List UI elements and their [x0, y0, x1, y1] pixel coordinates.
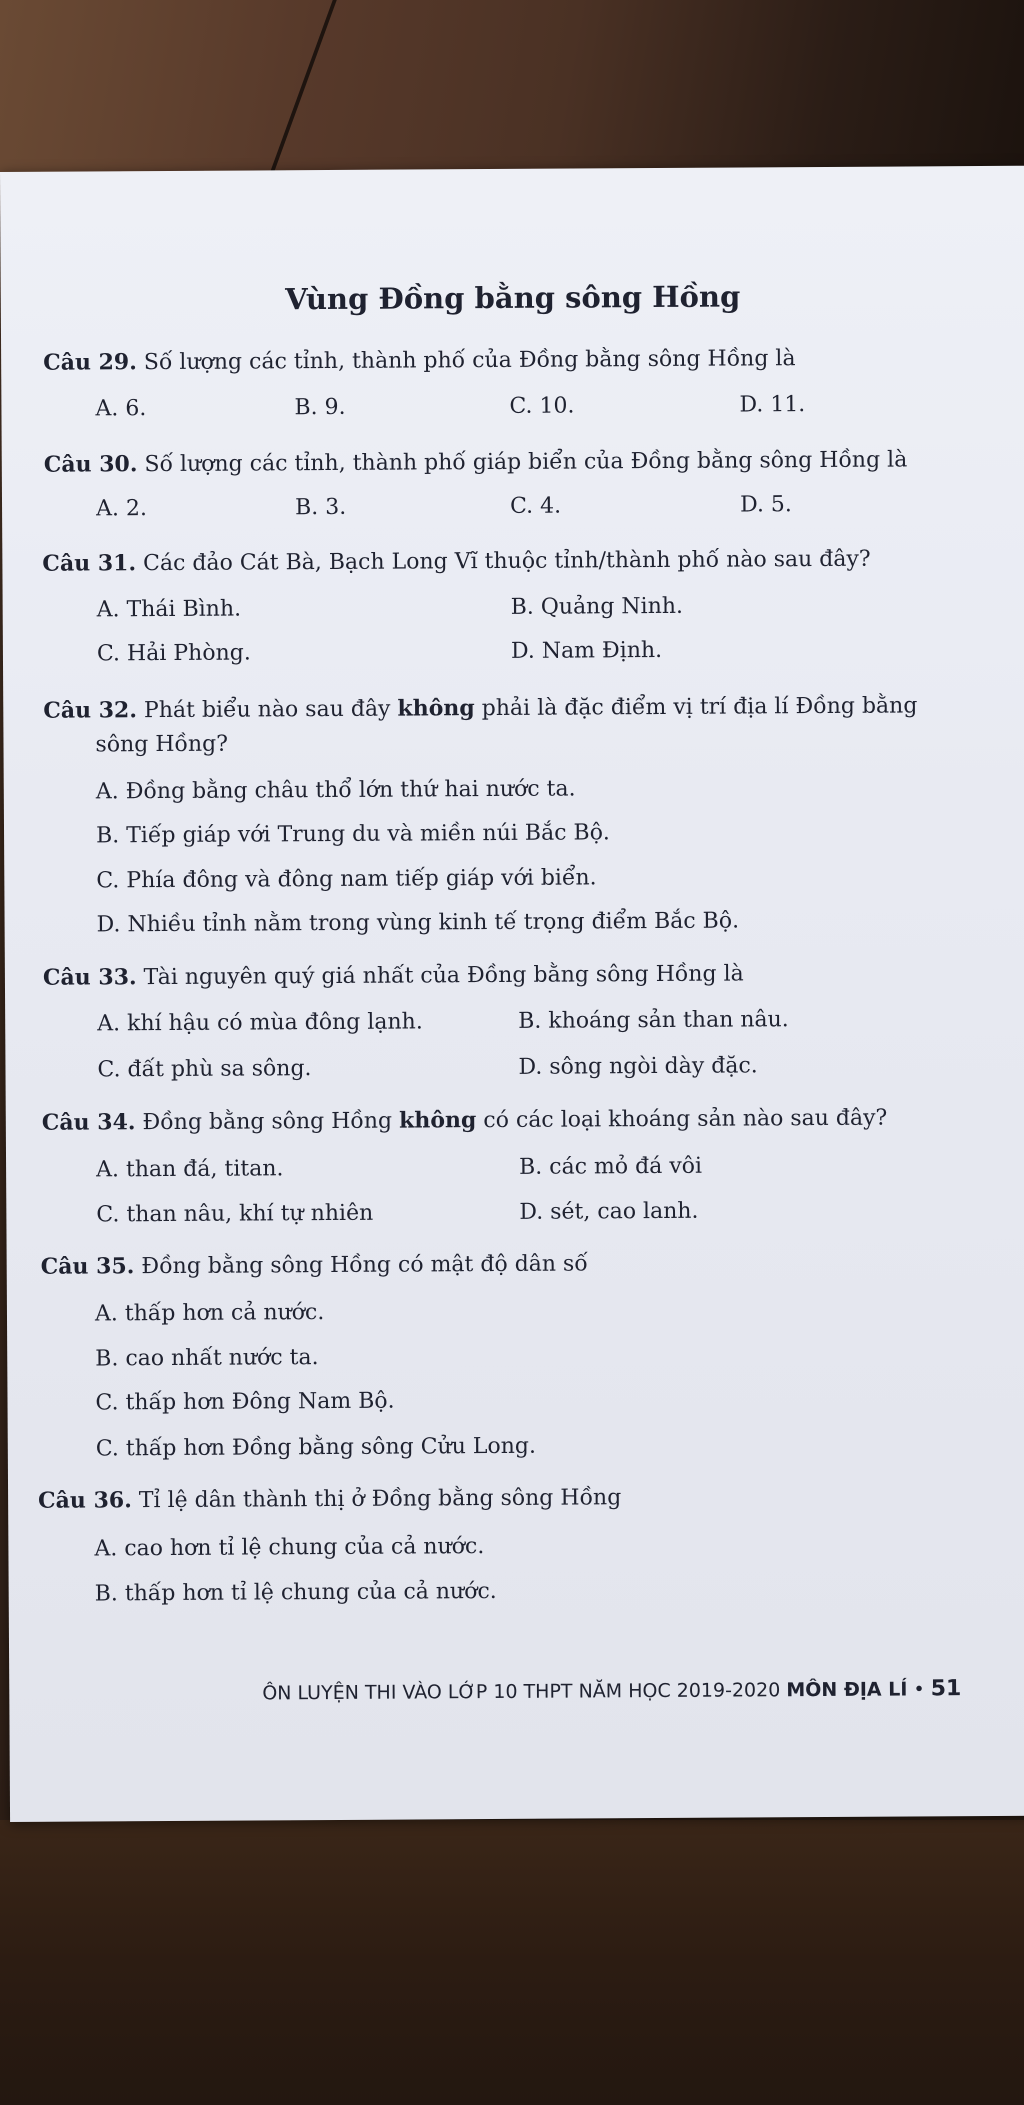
option-d: D. sét, cao lanh. [519, 1198, 699, 1225]
option-a: A. 2. [95, 496, 148, 522]
page-number: 51 [930, 1676, 962, 1702]
footer-bullet: • [913, 1678, 925, 1701]
question-number: Câu 34. [41, 1109, 136, 1136]
option-b: B. 9. [294, 394, 346, 421]
question-32 [43, 689, 917, 727]
option-b: B. thấp hơn tỉ lệ chung của cả nước. [94, 1578, 497, 1607]
question-keyword: không [397, 695, 475, 722]
question-number: Câu 30. [43, 451, 138, 478]
question-text: Số lượng các tỉnh, thành phố giáp biển của Đồng bằng sông Hồng là [144, 447, 908, 478]
question-number: Câu 32. [43, 697, 138, 724]
question-35 [41, 1247, 588, 1283]
question-text: Tỉ lệ dân thành thị ở Đồng bằng sông Hồng [138, 1485, 622, 1514]
option-c: C. Hải Phòng. [96, 640, 251, 667]
option-c: C. thấp hơn Đông Nam Bộ. [95, 1388, 395, 1416]
option-c: C. 4. [509, 493, 562, 519]
option-b: B. Quảng Ninh. [510, 593, 684, 620]
option-b: B. các mỏ đá vôi [519, 1153, 703, 1180]
question-keyword: không [399, 1107, 477, 1134]
option-b: B. 3. [294, 494, 347, 521]
question-number: Câu 29. [43, 349, 137, 376]
footer-series: ÔN LUYỆN THI VÀO LỚP 10 THPT NĂM HỌC 2019-2020 [262, 1679, 781, 1705]
question-text: Tài nguyên quý giá nhất của Đồng bằng sông Hồng là [143, 961, 744, 991]
wooden-table-bottom [0, 1820, 1024, 2105]
option-c: C. Phía đông và đông nam tiếp giáp với biển. [96, 865, 597, 894]
question-31 [42, 543, 870, 581]
question-text: Đồng bằng sông Hồng [142, 1108, 393, 1136]
question-32-line2: sông Hồng? [95, 731, 229, 758]
page-footer [262, 1676, 961, 1705]
exam-page [0, 166, 1024, 1822]
question-text: Các đảo Cát Bà, Bạch Long Vĩ thuộc tỉnh/thành phố nào sau đây? [143, 546, 871, 577]
option-a: A. khí hậu có mùa đông lạnh. [97, 1009, 423, 1037]
option-a: A. than đá, titan. [96, 1156, 284, 1183]
option-d: D. 11. [739, 392, 806, 418]
option-b: B. cao nhất nước ta. [95, 1345, 319, 1372]
option-a: A. 6. [95, 396, 147, 422]
option-b: B. khoáng sản than nâu. [518, 1007, 789, 1034]
option-b: B. Tiếp giáp với Trung du và miền núi Bắc Bộ. [95, 820, 610, 849]
footer-subject: MÔN ĐỊA LÍ [786, 1678, 908, 1702]
question-text: Số lượng các tỉnh, thành phố của Đồng bằng sông Hồng là [143, 346, 796, 376]
wooden-table-top [0, 0, 1024, 180]
question-number: Câu 31. [42, 550, 137, 577]
option-d: D. Nhiều tỉnh nằm trong vùng kinh tế trọng điểm Bắc Bộ. [96, 908, 740, 938]
question-33 [43, 957, 744, 994]
option-a: A. thấp hơn cả nước. [94, 1300, 325, 1327]
option-d: D. sông ngòi dày đặc. [518, 1053, 758, 1080]
question-29 [43, 342, 796, 380]
page-title: Vùng Đồng bằng sông Hồng [285, 279, 741, 317]
question-36 [38, 1481, 621, 1518]
option-c-second: C. thấp hơn Đồng bằng sông Cửu Long. [95, 1433, 537, 1462]
option-a: A. Thái Bình. [96, 596, 242, 623]
option-c: C. đất phù sa sông. [97, 1056, 312, 1083]
option-a: A. Đồng bằng châu thổ lớn thứ hai nước ta. [95, 776, 576, 805]
question-number: Câu 36. [38, 1487, 132, 1514]
option-d: D. 5. [739, 492, 792, 518]
question-number: Câu 35. [40, 1253, 135, 1280]
question-number: Câu 33. [42, 964, 137, 991]
question-text-continued: có các loại khoáng sản nào sau đây? [483, 1105, 888, 1134]
question-text: Phát biểu nào sau đây [143, 696, 391, 724]
option-c: C. 10. [509, 393, 575, 419]
option-a: A. cao hơn tỉ lệ chung của cả nước. [94, 1534, 485, 1562]
question-text: Đồng bằng sông Hồng có mật độ dân số [141, 1251, 588, 1280]
option-c: C. than nâu, khí tự nhiên [96, 1200, 374, 1228]
option-d: D. Nam Định. [510, 637, 663, 664]
question-30 [44, 443, 908, 481]
question-34 [42, 1102, 888, 1140]
question-text-continued: phải là đặc điểm vị trí địa lí Đồng bằng [481, 693, 918, 722]
